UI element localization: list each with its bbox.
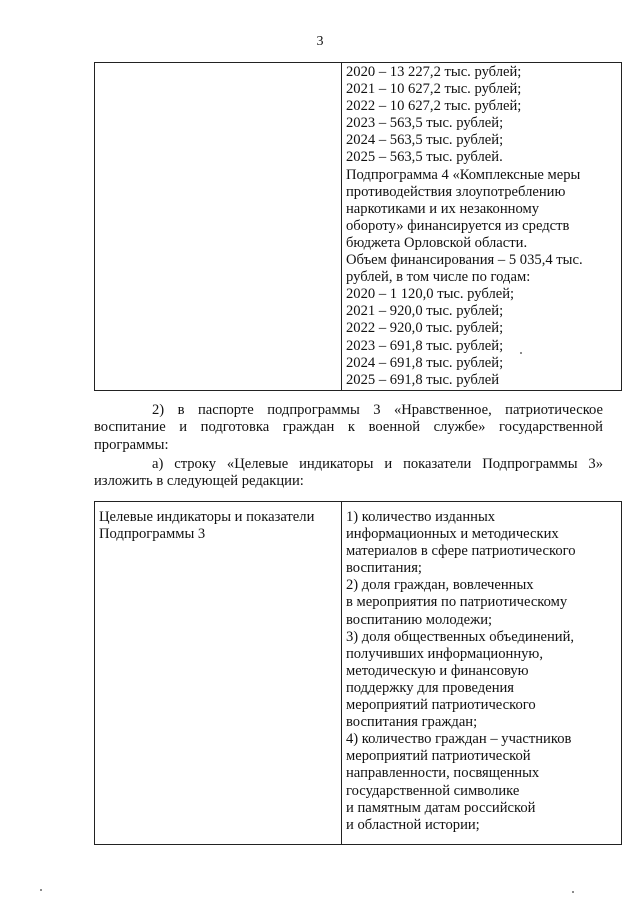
indicator-line: воспитания; — [346, 560, 422, 577]
paragraph-line: 2) в паспорте подпрограммы 3 «Нравственное, патриотическое — [152, 402, 603, 418]
indicator-line: информационных и методических — [346, 526, 559, 543]
financing-line: 2023 – 563,5 тыс. рублей; — [346, 115, 504, 132]
table-cell-empty — [95, 63, 342, 391]
indicator-line: поддержку для проведения — [346, 679, 515, 696]
indicator-line: мероприятий патриотической — [346, 748, 531, 765]
indicator-line: и областной истории; — [346, 816, 480, 833]
financing-line: рублей, в том числе по годам: — [346, 269, 531, 286]
indicator-line: воспитанию молодежи; — [346, 611, 493, 628]
indicator-line: в мероприятия по патриотическому — [346, 594, 568, 611]
indicators-label-line: Целевые индикаторы и показатели — [99, 509, 315, 525]
financing-line: 2025 – 563,5 тыс. рублей. — [346, 149, 503, 166]
indicators-label-line: Подпрограммы 3 — [99, 526, 206, 543]
financing-line: Объем финансирования – 5 035,4 тыс. — [346, 252, 583, 269]
paragraph-line: изложить в следующей редакции: — [94, 473, 304, 490]
indicator-line: материалов в сфере патриотического — [346, 543, 576, 560]
scan-speck — [520, 352, 522, 354]
financing-line: 2024 – 691,8 тыс. рублей; — [346, 354, 504, 371]
financing-line: наркотиками и их незаконному — [346, 200, 540, 217]
indicator-line: воспитания граждан; — [346, 714, 478, 731]
indicator-line: направленности, посвященных — [346, 765, 540, 782]
indicator-line: 1) количество изданных — [346, 509, 496, 525]
indicators-table — [94, 501, 622, 845]
indicator-line: и памятным датам российской — [346, 799, 536, 816]
financing-details-cell — [342, 63, 622, 391]
financing-line: 2024 – 563,5 тыс. рублей; — [346, 132, 504, 149]
scan-speck — [40, 889, 42, 891]
paragraph-line: воспитание и подготовка граждан к военной службе» государственной — [94, 419, 603, 436]
page-number: 3 — [316, 34, 324, 49]
paragraph-item-2 — [94, 402, 603, 454]
paragraph-line: а) строку «Целевые индикаторы и показатели Подпрограммы 3» — [152, 456, 603, 472]
financing-line: 2021 – 920,0 тыс. рублей; — [346, 303, 504, 320]
financing-line: 2023 – 691,8 тыс. рублей; — [346, 337, 504, 354]
financing-line: бюджета Орловской области. — [346, 234, 528, 251]
table-row — [95, 502, 622, 845]
financing-line: 2020 – 1 120,0 тыс. рублей; — [346, 286, 515, 303]
financing-line: противодействия злоупотреблению — [346, 183, 566, 200]
indicators-list-cell — [342, 502, 622, 845]
financing-line: 2020 – 13 227,2 тыс. рублей; — [346, 64, 522, 80]
financing-line: 2022 – 10 627,2 тыс. рублей; — [346, 98, 522, 115]
indicator-line: 2) доля граждан, вовлеченных — [346, 577, 534, 594]
financing-line: Подпрограмма 4 «Комплексные меры — [346, 166, 581, 183]
scan-speck — [572, 891, 574, 893]
paragraph-item-a — [94, 456, 603, 491]
financing-line: 2022 – 920,0 тыс. рублей; — [346, 320, 504, 337]
financing-line: обороту» финансируется из средств — [346, 217, 570, 234]
indicators-label-cell — [95, 502, 342, 845]
financing-line: 2021 – 10 627,2 тыс. рублей; — [346, 81, 522, 98]
financing-line: 2025 – 691,8 тыс. рублей — [346, 371, 500, 388]
indicator-line: 4) количество граждан – участников — [346, 731, 572, 748]
indicator-line: методическую и финансовую — [346, 662, 529, 679]
indicator-line: мероприятий патриотического — [346, 697, 536, 714]
indicator-line: государственной символике — [346, 782, 520, 799]
indicator-line: получивших информационную, — [346, 645, 543, 662]
paragraph-line: программы: — [94, 436, 169, 453]
financing-table — [94, 62, 622, 391]
indicator-line: 3) доля общественных объединений, — [346, 628, 575, 645]
table-row — [95, 63, 622, 391]
